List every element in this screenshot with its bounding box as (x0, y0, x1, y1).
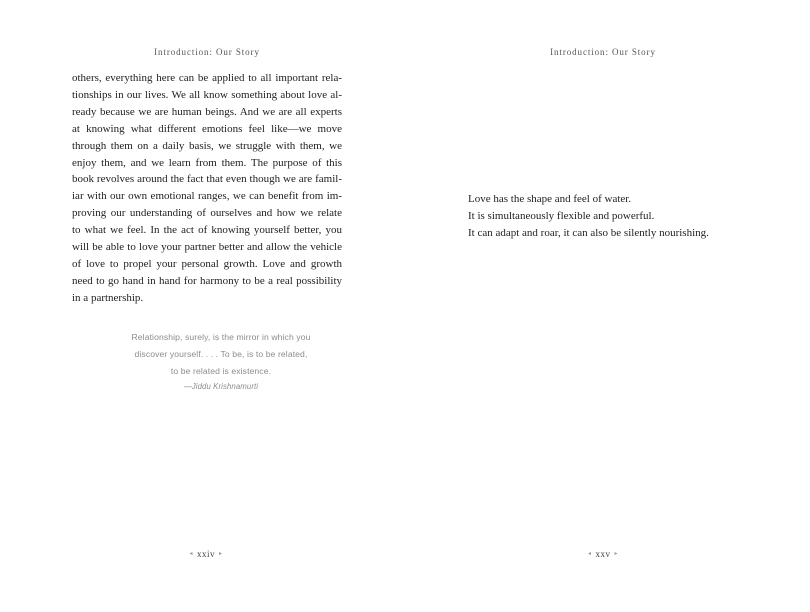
right-page (405, 0, 810, 612)
body-paragraph (72, 70, 342, 307)
page-number (588, 549, 618, 559)
text-line: of love to propel your personal growth. Love and growth (72, 257, 342, 270)
text-line: book revolves around the fact that even though we are famil- (72, 173, 342, 186)
page-number-text: xxv (595, 549, 611, 559)
text-line: to what we feel. In the act of knowing yourself better, you (72, 224, 342, 237)
page-number-text: xxiv (196, 549, 216, 559)
poem-line: It can adapt and roar, it can also be silently nourishing. (468, 227, 709, 239)
poem-line: It is simultaneously flexible and powerful. (468, 210, 655, 222)
text-line: in a partnership. (72, 291, 144, 304)
text-line: others, everything here can be applied to all important rela- (72, 72, 342, 84)
poem (468, 191, 709, 242)
epigraph-attribution: —Jiddu Krishnamurti (183, 382, 259, 391)
text-line: ready because we are human beings. And we are all experts (72, 105, 342, 118)
epigraph-line: to be related is existence. (170, 366, 272, 376)
text-line: iar with our own emotional ranges, we can benefit from im- (72, 190, 342, 203)
triangle-left-icon: ◂ (189, 551, 193, 557)
text-line: at knowing what different emotions feel like—we move (72, 122, 342, 135)
text-line: need to go hand in hand for harmony to be a real possibility (72, 274, 342, 287)
epigraph-line: Relationship, surely, is the mirror in which you (131, 332, 311, 342)
text-line: enjoy them, and we learn from them. The purpose of this (72, 156, 342, 169)
running-head: Introduction: Our Story (550, 47, 656, 57)
triangle-right-icon: ▸ (614, 551, 619, 557)
text-line: tionships in our lives. We all know something about love al- (72, 88, 342, 101)
text-line: through them on a daily basis, we struggle with them, we (72, 139, 342, 152)
page-number (189, 549, 222, 559)
text-line: will be able to love your partner better and allow the vehicle (72, 241, 342, 254)
running-head: Introduction: Our Story (154, 47, 260, 57)
triangle-left-icon: ◂ (587, 551, 592, 557)
epigraph (72, 329, 370, 395)
triangle-right-icon: ▸ (219, 551, 223, 557)
poem-line: Love has the shape and feel of water. (468, 193, 632, 205)
epigraph-line: discover yourself. . . . To be, is to be related, (134, 349, 308, 359)
text-line: proving our understanding of ourselves and how we relate (72, 207, 342, 220)
